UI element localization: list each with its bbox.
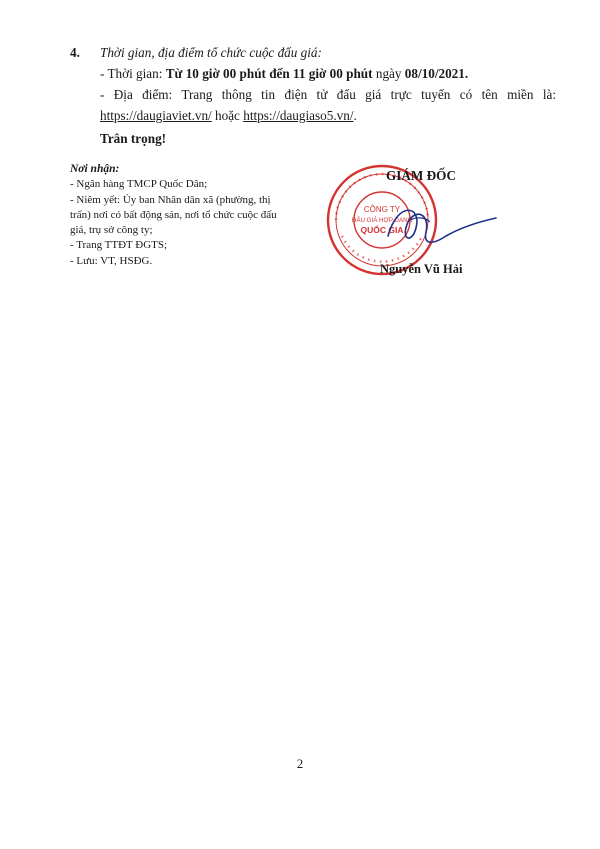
recipient-item: - Lưu: VT, HSĐG. [70,254,153,267]
signer-role: GIÁM ĐỐC [386,168,456,183]
closing-line [100,128,166,149]
recipients-header: Nơi nhận: [70,163,120,175]
links-line [100,105,357,126]
seal-text-2: ĐẤU GIÁ HỢP DANH [351,217,413,224]
time-prefix: - Thời gian: [100,66,166,81]
time-date: 08/10/2021. [404,66,469,81]
time-line [100,63,468,84]
recipients-block [70,162,282,269]
recipient-item: - Trang TTĐT ĐGTS; [70,239,168,252]
time-mid: ngày [372,66,405,81]
link-end: . [353,108,357,123]
signer-name: Nguyễn Vũ Hải [380,262,463,276]
or-text: hoặc [211,108,244,123]
place-line: - Địa điểm: Trang thông tin điện tử đấu giá trực tuyến có tên miền là: [100,87,556,102]
time-range: Từ 10 giờ 00 phút đến 11 giờ 00 phút [165,66,373,81]
recipient-item: - Niêm yết: Ủy ban Nhân dân xã (phường, thị trấn) nơi có bất động sản, nơi tổ chức cuộc đấu giá, trụ sở công ty; [70,193,277,237]
closing-text: Trân trọng! [100,131,167,146]
section-title: Thời gian, địa điểm tổ chức cuộc đấu giá: [100,45,322,60]
seal-text-3: QUỐC GIA [360,225,404,235]
signature-block [318,160,498,290]
seal-text-1: CÔNG TY [363,205,401,214]
section-number: 4. [70,45,80,60]
recipient-item: - Ngân hàng TMCP Quốc Dân; [70,178,208,191]
page-number: 2 [296,756,304,771]
link-daugiaviet[interactable]: https://daugiaviet.vn/ [100,108,212,123]
link-daugiaso5[interactable]: https://daugiaso5.vn/ [243,108,354,123]
